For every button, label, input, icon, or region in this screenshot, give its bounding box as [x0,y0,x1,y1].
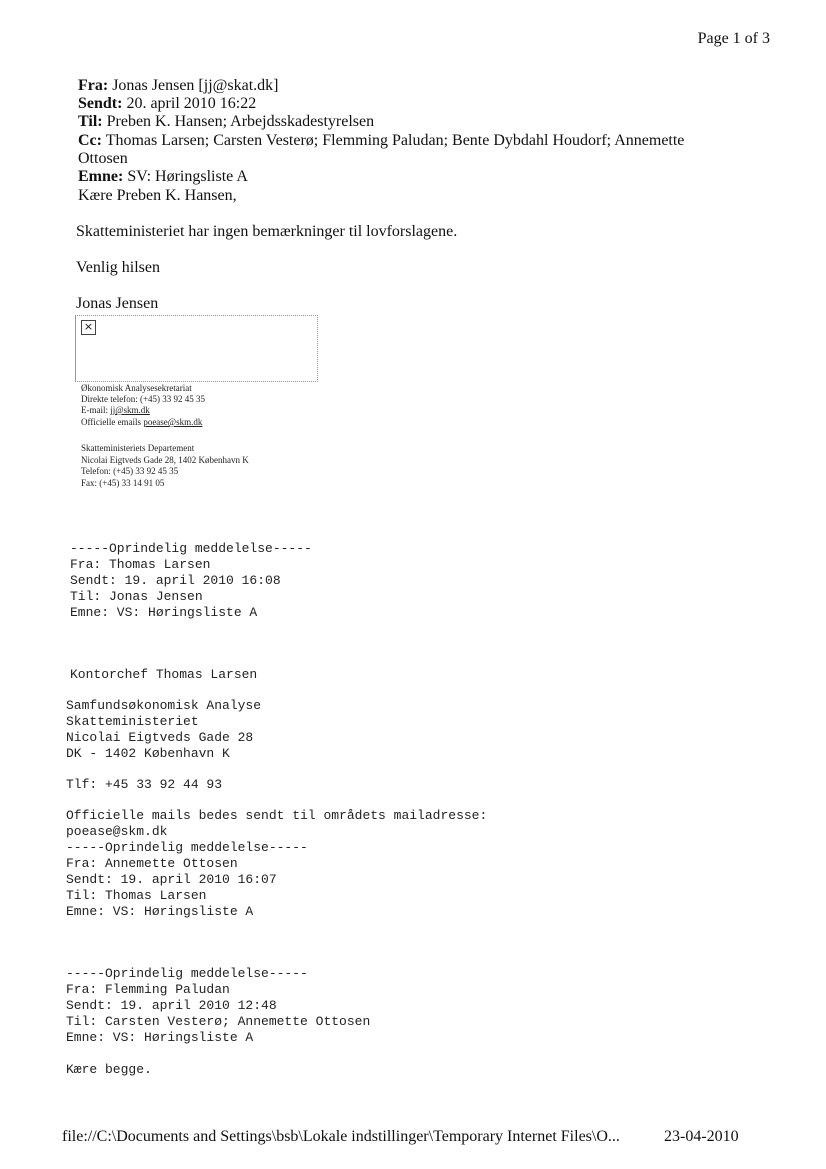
cc-row-continued: Ottosen [78,150,128,167]
quoted-line: Til: Carsten Vesterø; Annemette Ottosen [66,1014,371,1029]
quoted-line: Emne: VS: Høringsliste A [70,605,258,620]
signature-email-prefix: E-mail: [81,405,111,415]
cc-label: Cc: [78,132,102,149]
signature-email-link[interactable]: jj@skm.dk [110,405,150,415]
quoted-line: Til: Thomas Larsen [66,888,207,903]
quoted-line: -----Oprindelig meddelelse----- [66,840,308,855]
signature-email-row [81,405,150,415]
signature-address: Nicolai Eigtveds Gade 28, 1402 København K [81,455,249,465]
quoted-line: Til: Jonas Jensen [70,589,203,604]
signature-org: Skatteministeriets Departement [81,443,195,453]
page-number: Page 1 of 3 [697,30,770,47]
message-text: Skatteministeriet har ingen bemærkninger til lovforslagene. [76,223,458,240]
quoted-tlf-line: Tlf: +45 33 92 44 93 [66,777,223,792]
footer-date: 23-04-2010 [664,1128,739,1145]
quoted-line: -----Oprindelig meddelelse----- [70,541,312,556]
from-label: Fra: [78,77,109,94]
cc-row [78,132,684,150]
sent-row [78,95,256,113]
quoted-address-line: Nicolai Eigtveds Gade 28 [66,730,254,745]
quoted-line: Emne: VS: Høringsliste A [66,904,254,919]
subject-label: Emne: [78,168,124,185]
sent-value: 20. april 2010 16:22 [126,95,257,112]
footer-file-path: file://C:\Documents and Settings\bsb\Lokale indstillinger\Temporary Internet Files\O... [62,1128,620,1145]
to-row [78,113,374,131]
quoted-line: Sendt: 19. april 2010 16:08 [70,573,281,588]
to-value: Preben K. Hansen; Arbejdsskadestyrelsen [106,113,375,130]
greeting: Kære Preben K. Hansen, [78,187,237,204]
signature-fax: Fax: (+45) 33 14 91 05 [81,478,165,488]
signature-phone: Telefon: (+45) 33 92 45 35 [81,466,179,476]
quoted-line: poease@skm.dk [66,824,168,839]
signature-image-placeholder [75,315,318,382]
quoted-line: Emne: VS: Høringsliste A [66,1030,254,1045]
signature-official-email-row [81,417,202,427]
subject-row [78,168,248,186]
quoted-title-line: Kontorchef Thomas Larsen [70,667,258,682]
signature-direct-phone: Direkte telefon: (+45) 33 92 45 35 [81,394,206,404]
cc-value: Thomas Larsen; Carsten Vesterø; Flemming Paludan; Bente Dybdahl Houdorf; Annemette [105,132,685,149]
quoted-line: Sendt: 19. april 2010 12:48 [66,998,277,1013]
subject-value: SV: Høringsliste A [127,168,248,185]
closing-text: Venlig hilsen [76,259,160,276]
quoted-line: Fra: Flemming Paludan [66,982,230,997]
sender-name: Jonas Jensen [76,295,159,312]
quoted-line: Sendt: 19. april 2010 16:07 [66,872,277,887]
signature-official-email-link[interactable]: poease@skm.dk [143,417,203,427]
quoted-greeting: Kære begge. [66,1062,152,1077]
from-value: Jonas Jensen [jj@skat.dk] [112,77,279,94]
quoted-address-line: Skatteministeriet [66,714,199,729]
quoted-line: Officielle mails bedes sendt til områdets mailadresse: [66,808,488,823]
from-row [78,77,278,95]
sent-label: Sendt: [78,95,123,112]
quoted-address-line: Samfundsøkonomisk Analyse [66,698,262,713]
quoted-address-line: DK - 1402 København K [66,746,230,761]
signature-official-prefix: Officielle emails [81,417,144,427]
to-label: Til: [78,113,103,130]
quoted-line: -----Oprindelig meddelelse----- [66,966,308,981]
quoted-line: Fra: Thomas Larsen [70,557,211,572]
signature-unit: Økonomisk Analysesekretariat [81,383,192,393]
broken-image-icon: × [81,320,96,335]
quoted-line: Fra: Annemette Ottosen [66,856,238,871]
